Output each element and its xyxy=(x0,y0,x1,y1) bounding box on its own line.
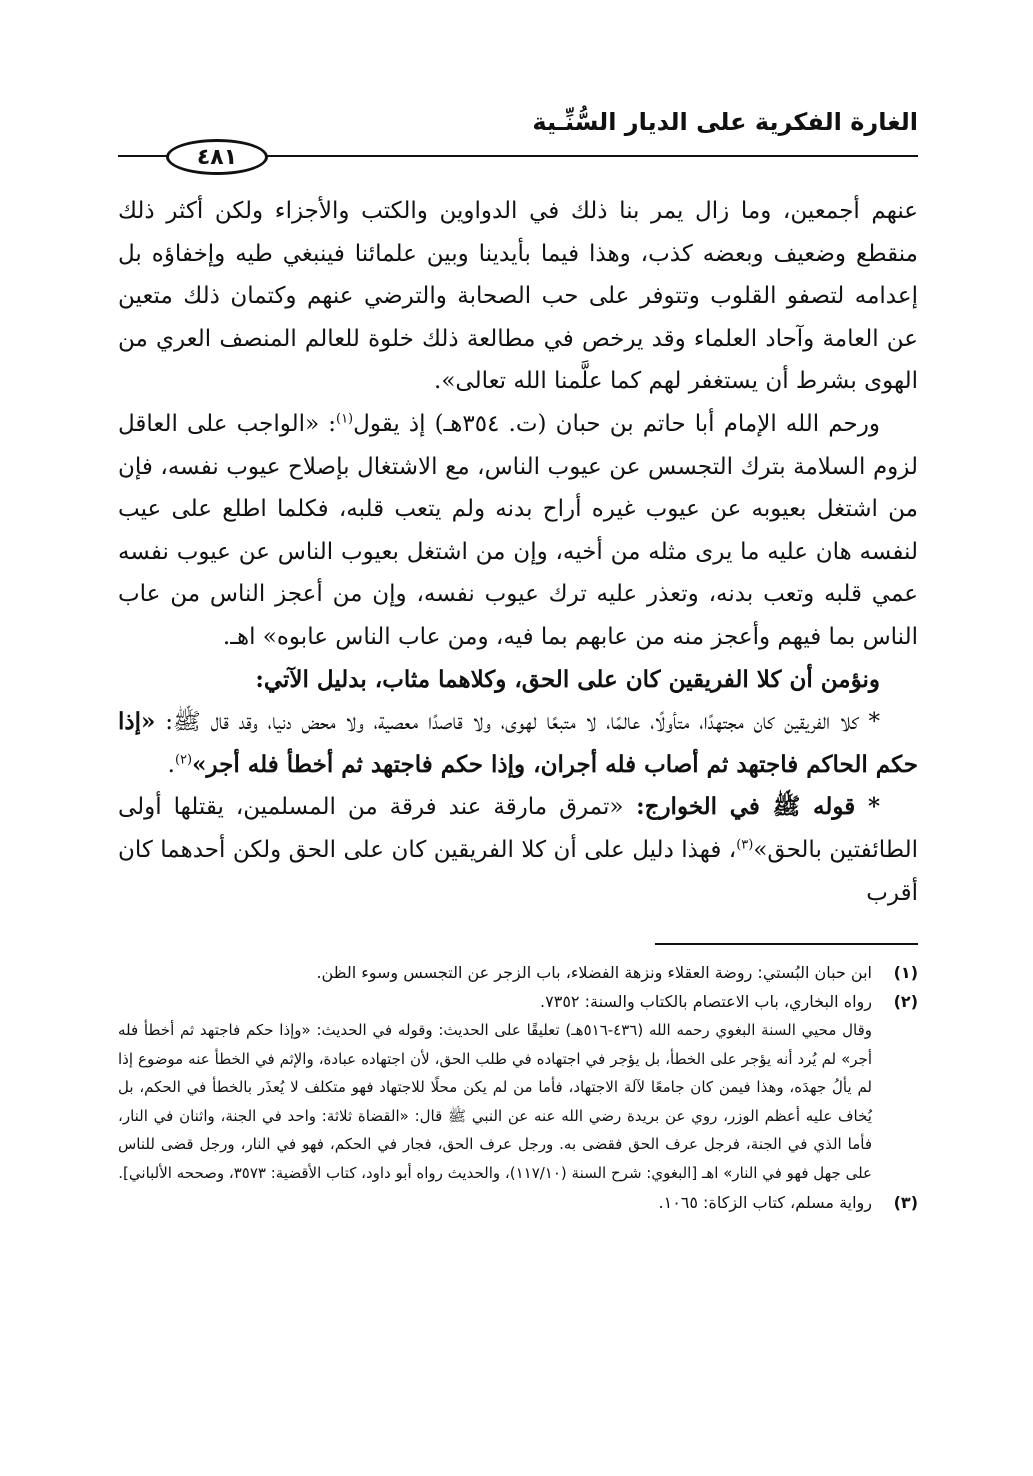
footnote-ref-1[interactable]: (١) xyxy=(335,411,354,427)
paragraph-2 xyxy=(118,403,918,659)
footnote-2-text: رواه البخاري، باب الاعتصام بالكتاب والسنة: ٧٣٥٢. xyxy=(540,992,872,1011)
bullet-1-end: . xyxy=(167,751,175,778)
section-heading: ونؤمن أن كلا الفريقين كان على الحق، وكلاهما مثاب، بدليل الآتي: xyxy=(255,665,880,693)
bullet-point-2 xyxy=(118,786,918,914)
bullet-point-1 xyxy=(118,701,918,786)
footnote-separator xyxy=(655,943,918,945)
bullet-1-text: * كلا الفريقين كان مجتهدًا، متأولًا، عالمًا، لا متبعًا لهوى، ولا قاصدًا معصية، ولا محض دنيا، وقد قال ﷺ: xyxy=(155,709,880,736)
footnote-ref-2[interactable]: (٢) xyxy=(174,752,193,768)
page-header xyxy=(118,108,918,172)
footnote-ref-3[interactable]: (٣) xyxy=(736,837,754,853)
page-number: ٤٨١ xyxy=(166,139,268,175)
footnote-1 xyxy=(118,958,918,987)
bullet-1-hadith: «إذا حكم الحاكم فاجتهد ثم أصاب فله أجران، وإذا حكم فاجتهد ثم أخطأ فله أجر» xyxy=(118,708,918,778)
bullet-2-hadith: «تمرق مارقة عند فرقة من المسلمين، يقتلها أولى الطائفتين بالحق» xyxy=(118,794,918,863)
footnote-3-number: (٣) xyxy=(893,1192,918,1212)
bullet-2-text: ، فهذا دليل على أن كلا الفريقين كان على الحق ولكن أحدهما كان أقرب xyxy=(118,836,918,906)
paragraph-2-quote: : «الواجب على العاقل لزوم السلامة بترك التجسس عن عيوب الناس، مع الاشتغال بإصلاح عيوب نفسه، فإن من اشتغل بعيوبه عن عيوب غيره أراح بدنه ولم يتعب قلبه، فكلما اطلع على عيب لنفسه هان عليه ما يرى مثله من أخيه، وإن من اشتغل بعيوب الناس عن عيوب نفسه عمي قلبه وتعب بدنه، وتعذر عليه ترك عيوب نفسه، وإن من أعجز الناس من عاب الناس بما فيهم وأعجز منه من عابهم بما فيه، ومن عاب الناس عابوه» اهـ. xyxy=(118,410,918,650)
footnote-2-number: (٢) xyxy=(893,992,918,1011)
footnote-1-text: ابن حبان البُستي: روضة العقلاء ونزهة الفضلاء، باب الزجر عن التجسس وسوء الظن. xyxy=(316,963,872,982)
footnote-3-text: رواية مسلم، كتاب الزكاة: ١٠٦٥. xyxy=(658,1192,872,1212)
bullet-2-lead: * قوله ﷺ في الخوارج: xyxy=(623,793,880,821)
footnote-2-continuation: وقال محيي السنة البغوي رحمه الله (٤٣٦-٥١٦هـ) تعليقًا على الحديث: وقوله في الحديث: «وإذا حكم فاجتهد ثم أخطأ فله أجر» لم يُرد أنه يؤجر على الخطأ، بل يؤجر في اجتهاده في طلب الحق، لأن اجتهاده عبادة، والإثم في الخطأ عنه موضوع إذا لم يألُ جهدَه، وهذا فيمن كان جامعًا لآلة الاجتهاد، فأما من لم يكن محلًا للاجتهاد فهو متكلف لا يُعذَر بالخطأ في الحكم، بل يُخاف عليه أعظم الوزر، روي عن بريدة رضي الله عنه عن النبي ﷺ قال: «القضاة ثلاثة: واحد في الجنة، واثنان في النار، فأما الذي في الجنة، فرجل عرف الحق فقضى به. ورجل عرف الحق، فجار في الحكم، فهو في النار، ورجل قضى للناس على جهل فهو في النار» اهـ [البغوي: شرح السنة (١١٧/١٠)، والحديث رواه أبو داود، كتاب الأقضية: ٣٥٧٣، وصححه الألباني]. xyxy=(118,1021,872,1182)
footnotes xyxy=(118,958,918,1217)
main-text xyxy=(118,190,918,914)
paragraph-2-intro: ورحم الله الإمام أبا حاتم بن حبان (ت. ٣٥٤هـ) إذ يقول xyxy=(353,410,880,437)
footnote-2 xyxy=(118,987,918,1016)
footnote-1-number: (١) xyxy=(893,963,918,982)
paragraph-1: عنهم أجمعين، وما زال يمر بنا ذلك في الدواوين والكتب والأجزاء ولكن أكثر ذلك منقطع وضعيف وبعضه كذب، وهذا فيما بأيدينا وبين علمائنا فينبغي طيه وإخفاؤه بل إعدامه لتصفو القلوب وتتوفر على حب الصحابة والترضي عنهم وكتمان ذلك متعين عن العامة وآحاد العلماء وقد يرخص في مطالعة ذلك خلوة للعالم المنصف العري من الهوى بشرط أن يستغفر لهم كما علَّمنا الله تعالى». xyxy=(118,198,918,395)
running-title: الغارة الفكرية على الديار السُّنِّـية xyxy=(532,108,918,136)
footnote-3 xyxy=(118,1188,918,1217)
